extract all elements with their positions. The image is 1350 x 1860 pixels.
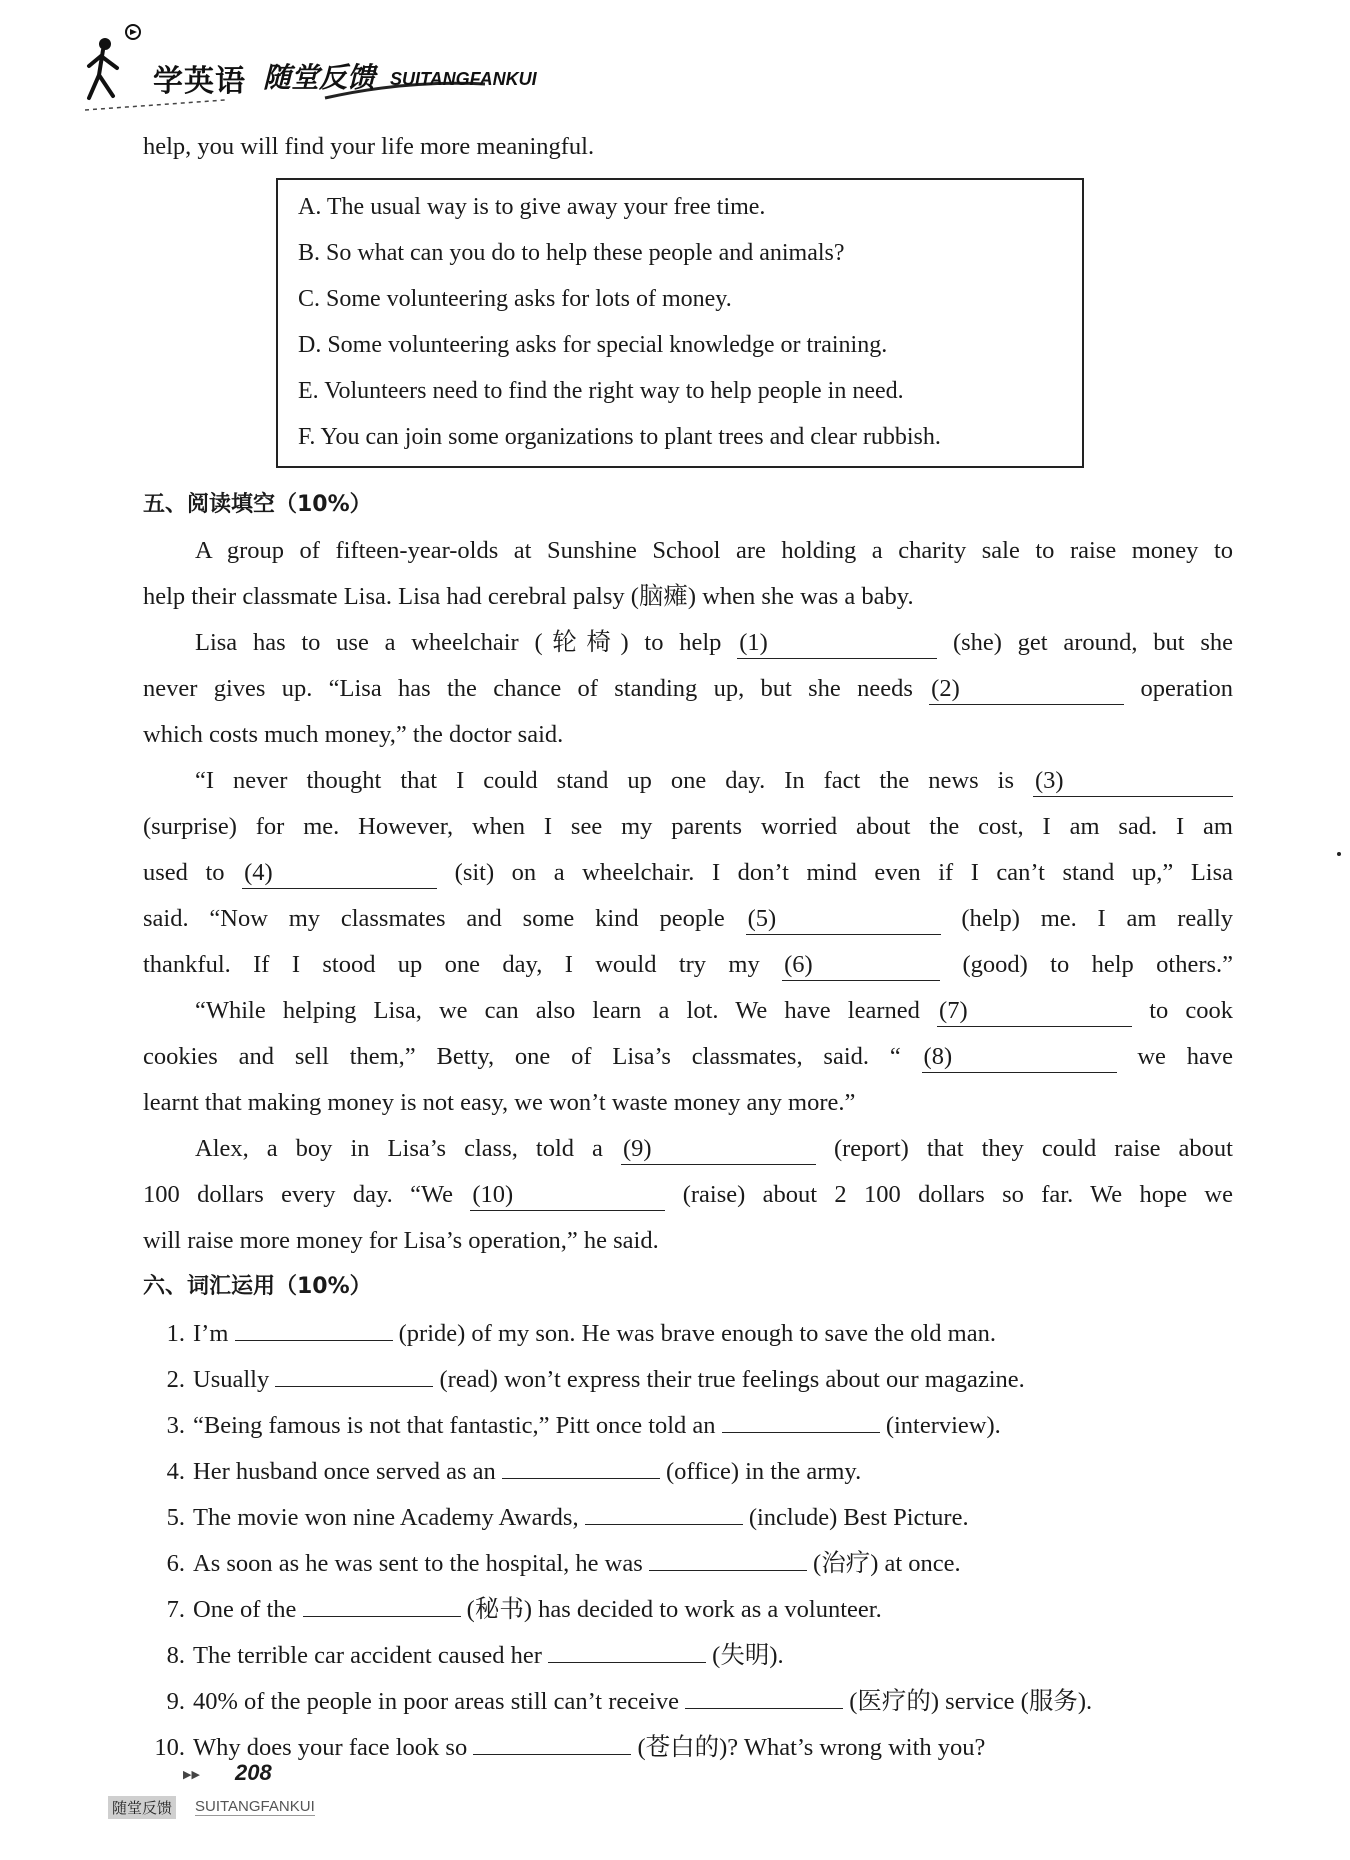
passage-line: (surprise) for me. However, when I see my parents worried about the cost, I am sad. I am <box>143 813 1233 840</box>
passage-line <box>143 620 1233 666</box>
passage-text: never gives up. “Lisa has the chance of standing up, but she needs <box>143 675 913 702</box>
question-number: 3. <box>166 1412 185 1439</box>
passage-text: “I never thought that I could stand up one day. In fact the news is <box>195 767 1014 794</box>
blank-number: (10) <box>472 1181 514 1208</box>
question-item <box>143 1678 1233 1724</box>
passage-text: thankful. If I stood up one day, I would try my <box>143 951 760 978</box>
header-latin: SUITANGFANKUI <box>390 69 537 89</box>
question-number: 8. <box>166 1642 185 1669</box>
passage-text: (help) me. I am really <box>961 905 1234 932</box>
question-item <box>143 1356 1233 1402</box>
footer-latin: SUITANGFANKUI <box>195 1798 315 1815</box>
blank-10[interactable] <box>470 1180 665 1211</box>
header-title: 学英语 <box>153 64 246 99</box>
answer-blank[interactable] <box>275 1356 433 1387</box>
question-text: As soon as he was sent to the hospital, he was <box>193 1550 643 1577</box>
question-text: “Being famous is not that fantastic,” Pitt once told an <box>193 1412 716 1439</box>
passage-line <box>143 1034 1233 1080</box>
blank-6[interactable] <box>782 950 940 981</box>
passage-line <box>143 666 1233 712</box>
question-hint: (pride) of my son. He was brave enough to save the old man. <box>398 1320 996 1347</box>
question-hint: (医疗的) service (服务). <box>849 1688 1093 1715</box>
passage-text: Lisa has to use a wheelchair (轮椅) to help <box>195 629 722 656</box>
answer-blank[interactable] <box>473 1724 631 1755</box>
section-6-title: 六、词汇运用（10%） <box>143 1274 372 1299</box>
answer-blank[interactable] <box>722 1402 880 1433</box>
blank-2[interactable] <box>929 674 1124 705</box>
answer-blank[interactable] <box>649 1540 807 1571</box>
blank-8[interactable] <box>922 1042 1117 1073</box>
question-hint: (interview). <box>885 1412 1001 1439</box>
passage-text: said. “Now my classmates and some kind people <box>143 905 725 932</box>
passage-line: which costs much money,” the doctor said. <box>143 721 564 748</box>
passage-line <box>143 1126 1233 1172</box>
blank-number: (2) <box>931 675 960 702</box>
question-item <box>143 1586 1233 1632</box>
question-item <box>143 1494 1233 1540</box>
answer-blank[interactable] <box>685 1678 843 1709</box>
passage-line <box>143 988 1233 1034</box>
question-number: 10. <box>154 1734 185 1761</box>
option-e: E. Volunteers need to find the right way to help people in need. <box>298 378 904 404</box>
blank-number: (5) <box>747 905 777 932</box>
blank-number: (7) <box>939 997 968 1024</box>
blank-number: (6) <box>784 951 813 978</box>
blank-9[interactable] <box>621 1134 816 1165</box>
question-text: The movie won nine Academy Awards, <box>193 1504 579 1531</box>
option-c: C. Some volunteering asks for lots of money. <box>298 286 732 312</box>
answer-blank[interactable] <box>235 1310 393 1341</box>
passage-text: “While helping Lisa, we can also learn a lot. We have learned <box>195 997 920 1024</box>
option-a: A. The usual way is to give away your free time. <box>298 194 766 220</box>
question-number: 6. <box>166 1550 185 1577</box>
question-number: 5. <box>166 1504 185 1531</box>
blank-7[interactable] <box>937 996 1132 1027</box>
question-text: 40% of the people in poor areas still can’t receive <box>193 1688 679 1715</box>
passage-line <box>143 1172 1233 1218</box>
blank-3[interactable] <box>1033 766 1233 797</box>
question-number: 1. <box>166 1320 185 1347</box>
question-hint: (秘书) has decided to work as a volunteer. <box>466 1596 882 1623</box>
blank-1[interactable] <box>737 628 937 659</box>
blank-number: (1) <box>739 629 768 656</box>
answer-blank[interactable] <box>303 1586 461 1617</box>
answer-blank[interactable] <box>585 1494 743 1525</box>
question-text: Her husband once served as an <box>193 1458 496 1485</box>
page-header <box>85 20 605 120</box>
passage-line <box>143 896 1233 942</box>
blank-number: (9) <box>622 1135 652 1162</box>
question-item <box>143 1540 1233 1586</box>
header-subtitle: 随堂反馈 <box>263 61 376 94</box>
blank-number: (8) <box>923 1043 953 1070</box>
margin-dot <box>1337 852 1341 856</box>
passage-line: will raise more money for Lisa’s operation,” he said. <box>143 1227 659 1254</box>
page-footer <box>112 1760 343 1850</box>
passage-line: A group of fifteen-year-olds at Sunshine School are holding a charity sale to raise money to <box>195 537 1233 564</box>
question-number: 9. <box>166 1688 185 1715</box>
answer-blank[interactable] <box>502 1448 660 1479</box>
question-text: I’m <box>193 1320 229 1347</box>
section-5-title: 五、阅读填空（10%） <box>143 492 372 517</box>
footer-badge: 随堂反馈 <box>108 1796 176 1819</box>
arrow-icon: ▶▶ <box>183 1768 200 1781</box>
page-content <box>143 124 1233 1770</box>
passage-text: 100 dollars every day. “We <box>143 1181 454 1208</box>
question-text: Usually <box>193 1366 270 1393</box>
question-hint: (include) Best Picture. <box>748 1504 969 1531</box>
question-item <box>143 1632 1233 1678</box>
option-d: D. Some volunteering asks for special knowledge or training. <box>298 332 888 358</box>
top-line: help, you will find your life more meaningful. <box>143 133 595 160</box>
passage-text: (raise) about 2 100 dollars so far. We hope we <box>682 1181 1233 1208</box>
blank-number: (4) <box>244 859 273 886</box>
page-number: 208 <box>235 1760 272 1785</box>
question-hint: (治疗) at once. <box>813 1550 961 1577</box>
passage-text: we have <box>1137 1043 1233 1070</box>
question-hint: (失明). <box>712 1642 784 1669</box>
passage-text: Alex, a boy in Lisa’s class, told a <box>195 1135 603 1162</box>
question-item <box>143 1448 1233 1494</box>
blank-5[interactable] <box>746 904 941 935</box>
passage-text: to cook <box>1149 997 1234 1024</box>
blank-4[interactable] <box>242 858 437 889</box>
passage-text: used to <box>143 859 225 886</box>
question-item <box>143 1310 1233 1356</box>
question-number: 7. <box>166 1596 185 1623</box>
question-text: The terrible car accident caused her <box>193 1642 542 1669</box>
option-f: F. You can join some organizations to plant trees and clear rubbish. <box>298 424 941 450</box>
question-hint: (office) in the army. <box>665 1458 862 1485</box>
question-hint: (苍白的)? What’s wrong with you? <box>637 1734 986 1761</box>
answer-blank[interactable] <box>548 1632 706 1663</box>
question-text: One of the <box>193 1596 297 1623</box>
question-text: Why does your face look so <box>193 1734 468 1761</box>
question-number: 4. <box>166 1458 185 1485</box>
passage-line <box>143 942 1233 988</box>
passage-text: (she) get around, but she <box>952 629 1234 656</box>
question-item <box>143 1402 1233 1448</box>
option-b: B. So what can you do to help these people and animals? <box>298 240 845 266</box>
passage-text: (report) that they could raise about <box>833 1135 1233 1162</box>
blank-number: (3) <box>1035 767 1064 794</box>
passage-line <box>143 850 1233 896</box>
passage-text: cookies and sell them,” Betty, one of Lisa’s classmates, said. “ <box>143 1043 901 1070</box>
question-number: 2. <box>166 1366 185 1393</box>
passage-line: learnt that making money is not easy, we won’t waste money any more.” <box>143 1089 856 1116</box>
options-box <box>276 178 1084 468</box>
passage-line: help their classmate Lisa. Lisa had cerebral palsy (脑瘫) when she was a baby. <box>143 583 914 610</box>
question-hint: (read) won’t express their true feelings about our magazine. <box>439 1366 1025 1393</box>
passage-line <box>143 758 1233 804</box>
passage-text: (sit) on a wheelchair. I don’t mind even if I can’t stand up,” Lisa <box>454 859 1234 886</box>
passage-text: operation <box>1140 675 1234 702</box>
passage-text: (good) to help others.” <box>962 951 1234 978</box>
